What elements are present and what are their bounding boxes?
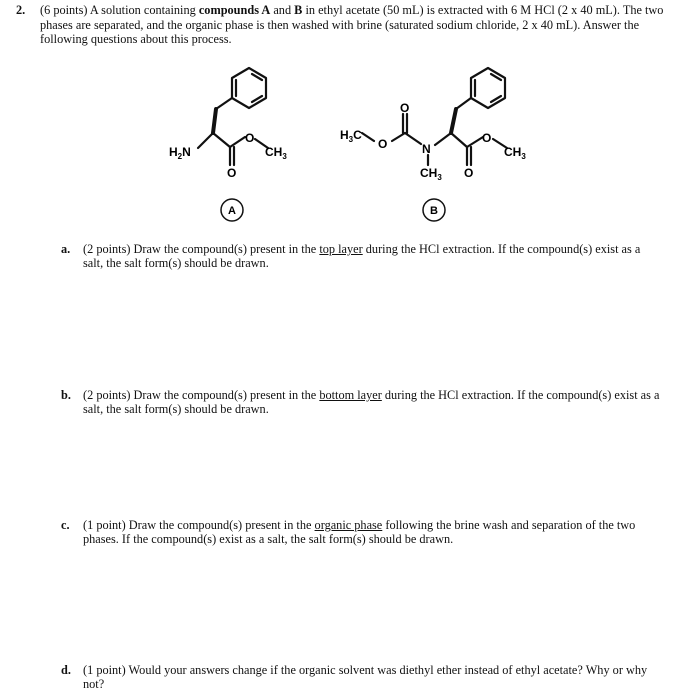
compound-b-label: B [430, 205, 438, 217]
intro-text-pre: A solution containing [87, 3, 199, 17]
compound-a-amine-label: $H_2N$ [169, 145, 191, 161]
part-a-text-pre: (2 points) Draw the compound(s) present in the [83, 242, 320, 256]
compound-a-ester-oxygen: O [245, 131, 255, 145]
compound-b-h3c-label: $H_3C$ [340, 128, 362, 144]
intro-compounds-bold: compounds A [198, 3, 271, 17]
question-number: 2. [16, 3, 26, 17]
intro-text-and: and [270, 3, 295, 17]
part-b-letter: b. [61, 388, 71, 402]
part-a-text-post: during the HCl extraction. If the compound(s) exist as a salt, the salt form(s) should be drawn. [83, 242, 641, 270]
compound-b-carbonyl-oxygen-top: O [400, 101, 410, 115]
part-c-letter: c. [61, 518, 70, 532]
part-d-letter: d. [61, 663, 71, 677]
part-a [61, 242, 663, 270]
question-points: (6 points) [40, 3, 88, 17]
molecule-figure [0, 55, 700, 230]
part-c [61, 518, 663, 546]
part-d-text: (1 point) Would your answers change if the organic solvent was diethyl ether instead of ethyl acetate? Why or why not? [83, 663, 648, 691]
part-b-underlined: bottom layer [319, 388, 382, 402]
compound-b-ester-oxygen: O [482, 131, 492, 145]
intro-text-post: in ethyl acetate (50 mL) is extracted with 6 M HCl (2 x 40 mL). The two phases are separated, and the organic phase is then washed with brine (saturated sodium chloride, 2 x 40 mL). Answer the following questions about this process. [40, 3, 664, 46]
compound-b-methyl-label: $CH_3$ [504, 145, 526, 161]
question-intro [16, 3, 680, 47]
compound-b-carbonyl-oxygen: O [464, 166, 474, 180]
part-b-text-post: during the HCl extraction. If the compound(s) exist as a salt, the salt form(s) should be drawn. [83, 388, 660, 416]
compound-b-carbamate-oxygen: O [378, 137, 388, 151]
compound-a-methyl-label: $CH_3$ [265, 145, 287, 161]
part-a-underlined: top layer [319, 242, 363, 256]
compound-b-n-methyl: $CH_3$ [420, 166, 442, 182]
intro-b-bold: B [294, 3, 303, 17]
part-c-text-pre: (1 point) Draw the compound(s) present in the [83, 518, 315, 532]
part-c-text-post: following the brine wash and separation of the two phases. If the compound(s) exist as a salt, the salt form(s) should be drawn. [83, 518, 636, 546]
part-b [61, 388, 663, 416]
part-c-underlined: organic phase [314, 518, 383, 532]
part-d [61, 663, 663, 691]
compound-a-carbonyl-oxygen: O [227, 166, 237, 180]
part-b-text-pre: (2 points) Draw the compound(s) present in the [83, 388, 320, 402]
compound-a-label: A [228, 205, 236, 217]
part-a-letter: a. [61, 242, 71, 256]
compound-a-benzene-ring [232, 68, 266, 108]
compound-b-nitrogen: N [422, 142, 431, 156]
